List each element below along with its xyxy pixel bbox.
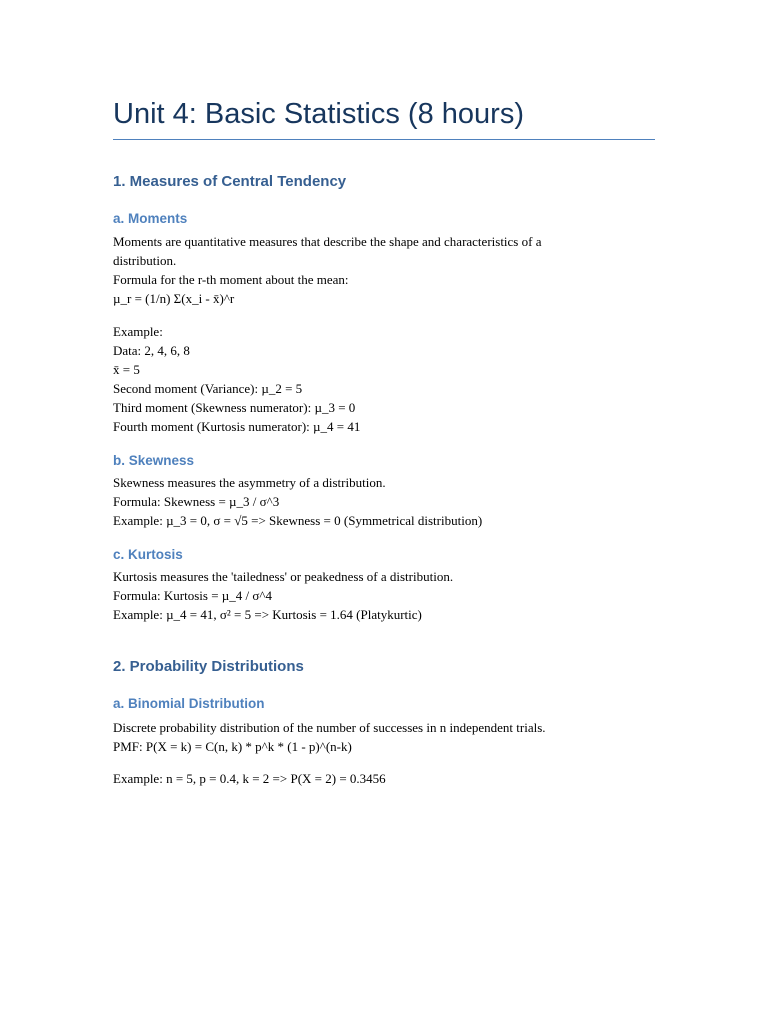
- text-line: Kurtosis measures the 'tailedness' or peakedness of a distribution.: [113, 569, 454, 584]
- subsection-heading-skewness: b. Skewness: [113, 453, 195, 468]
- formula-line: Formula: Kurtosis = µ_4 / σ^4: [113, 588, 273, 603]
- text-line: Example: µ_4 = 41, σ² = 5 => Kurtosis = 1.64 (Platykurtic): [113, 607, 422, 622]
- paragraph-kurtosis: [113, 567, 658, 624]
- subsection-heading-kurtosis: c. Kurtosis: [113, 547, 183, 562]
- paragraph-skewness: [113, 473, 658, 530]
- section-heading-probability-distributions: 2. Probability Distributions: [113, 658, 304, 675]
- text-line: Moments are quantitative measures that describe the shape and characteristics of a: [113, 234, 542, 249]
- text-line: Formula for the r-th moment about the mean:: [113, 272, 349, 287]
- paragraph-moments-example: [113, 322, 658, 436]
- text-line: Skewness measures the asymmetry of a distribution.: [113, 475, 386, 490]
- paragraph-binomial-definition: [113, 718, 658, 756]
- formula-line: µ_r = (1/n) Σ(x_i - x̄)^r: [113, 291, 235, 306]
- text-line: Third moment (Skewness numerator): µ_3 = 0: [113, 400, 356, 415]
- text-line: Second moment (Variance): µ_2 = 5: [113, 381, 303, 396]
- document-title: Unit 4: Basic Statistics (8 hours): [113, 98, 524, 130]
- formula-line: PMF: P(X = k) = C(n, k) * p^k * (1 - p)^(n-k): [113, 739, 352, 754]
- text-line: distribution.: [113, 253, 177, 268]
- subsection-heading-binomial: a. Binomial Distribution: [113, 696, 265, 711]
- text-line: Example:: [113, 324, 163, 339]
- text-line: x̄ = 5: [113, 362, 140, 377]
- title-underline: [113, 139, 655, 140]
- formula-line: Formula: Skewness = µ_3 / σ^3: [113, 494, 280, 509]
- section-heading-central-tendency: 1. Measures of Central Tendency: [113, 173, 347, 190]
- subsection-heading-moments: a. Moments: [113, 211, 188, 226]
- text-line: Fourth moment (Kurtosis numerator): µ_4 = 41: [113, 419, 361, 434]
- text-line: Example: µ_3 = 0, σ = √5 => Skewness = 0 (Symmetrical distribution): [113, 513, 483, 528]
- text-line: Data: 2, 4, 6, 8: [113, 343, 190, 358]
- text-line: Example: n = 5, p = 0.4, k = 2 => P(X = 2) = 0.3456: [113, 771, 386, 786]
- text-line: Discrete probability distribution of the number of successes in n independent trials.: [113, 720, 546, 735]
- paragraph-binomial-example: [113, 769, 658, 788]
- paragraph-moments-definition: [113, 232, 658, 308]
